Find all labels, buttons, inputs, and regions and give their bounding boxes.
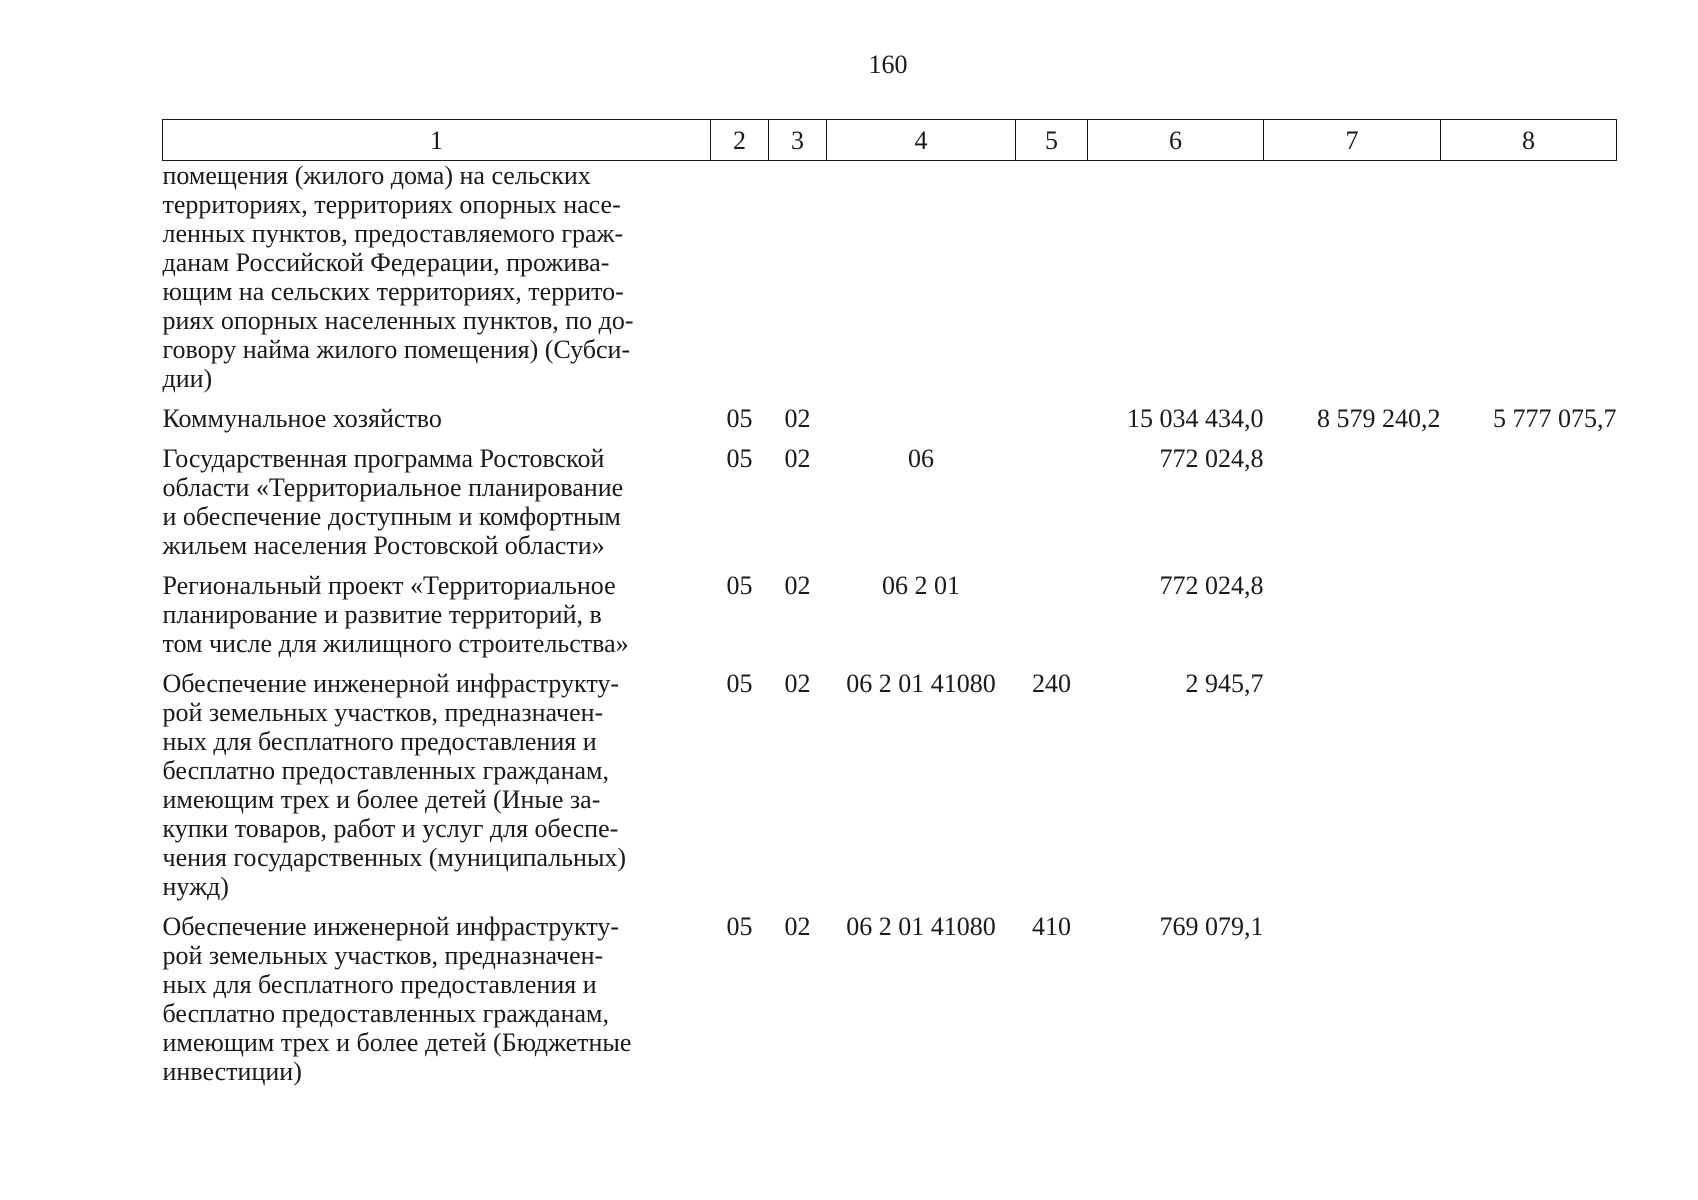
amount-col-6: 15 034 434,0: [1127, 404, 1264, 433]
column-header: 6: [1088, 120, 1264, 161]
amount-col-6: 772 024,8: [1159, 571, 1264, 600]
section-code: [711, 161, 769, 405]
amount-col-8: [1441, 571, 1617, 669]
table-row: [163, 912, 1617, 1086]
section-code: 05: [726, 912, 753, 941]
table-row: [163, 161, 1617, 405]
table-row: [163, 571, 1617, 669]
row-description: [163, 669, 711, 912]
target-article-code: 06 2 01 41080: [846, 669, 996, 698]
description-line: ных для бесплатного предоставления и: [162, 727, 597, 756]
amount-col-6: 2 945,7: [1185, 669, 1264, 698]
description-line: Обеспечение инженерной инфраструкту-: [162, 912, 620, 941]
row-description: [163, 404, 711, 444]
amount-col-8: [1441, 669, 1617, 912]
description-line: дии): [162, 364, 213, 393]
description-line: бесплатно предоставленных гражданам,: [162, 999, 609, 1028]
subsection-code: 02: [784, 404, 811, 433]
description-line: бесплатно предоставленных гражданам,: [162, 756, 609, 785]
subsection-code: 02: [784, 571, 811, 600]
amount-col-8: [1441, 912, 1617, 1086]
table-row: [163, 404, 1617, 444]
description-line: рой земельных участков, предназначен-: [162, 698, 604, 727]
target-article-code: 06: [908, 444, 934, 473]
description-line: имеющим трех и более детей (Иные за-: [162, 785, 601, 814]
description-line: чения государственных (муниципальных): [162, 843, 627, 872]
expense-type-code: [1016, 571, 1088, 669]
subsection-code: [769, 161, 827, 405]
amount-col-7: [1264, 444, 1441, 571]
description-line: рой земельных участков, предназначен-: [162, 941, 604, 970]
subsection-code: 02: [784, 444, 811, 473]
description-line: имеющим трех и более детей (Бюджетные: [162, 1028, 632, 1057]
page-number: 160: [868, 50, 908, 79]
target-article-code: 06 2 01: [882, 571, 960, 600]
column-header: 2: [711, 120, 769, 161]
amount-col-6: 772 024,8: [1159, 444, 1264, 473]
column-header: 8: [1441, 120, 1617, 161]
expense-type-code: 410: [1032, 912, 1071, 941]
row-description: [163, 444, 711, 571]
subsection-code: 02: [784, 912, 811, 941]
row-description: [163, 161, 711, 405]
description-line: Коммунальное хозяйство: [162, 404, 442, 433]
description-line: помещения (жилого дома) на сельских: [162, 161, 591, 190]
amount-col-7: 8 579 240,2: [1317, 404, 1441, 433]
amount-col-7: [1264, 669, 1441, 912]
description-line: том числе для жилищного строительства»: [162, 629, 629, 658]
section-code: 05: [726, 404, 753, 433]
column-header: 7: [1264, 120, 1441, 161]
target-article-code: [827, 404, 1016, 444]
table-header-row: [163, 120, 1617, 161]
amount-col-8: 5 777 075,7: [1493, 404, 1617, 433]
description-line: риях опорных населенных пунктов, по до-: [162, 306, 634, 335]
amount-col-7: [1264, 571, 1441, 669]
description-line: Государственная программа Ростовской: [162, 444, 605, 473]
amount-col-7: [1264, 161, 1441, 405]
budget-table: [162, 119, 1617, 1086]
target-article-code: [827, 161, 1016, 405]
column-header: 3: [769, 120, 827, 161]
row-description: [163, 571, 711, 669]
description-line: области «Территориальное планирование: [162, 473, 624, 502]
section-code: 05: [726, 669, 753, 698]
column-header: 5: [1016, 120, 1088, 161]
description-line: инвестиции): [162, 1057, 302, 1086]
description-line: нужд): [162, 872, 229, 901]
description-line: ных для бесплатного предоставления и: [162, 970, 597, 999]
expense-type-code: [1016, 444, 1088, 571]
description-line: планирование и развитие территорий, в: [162, 600, 602, 629]
amount-col-8: [1441, 444, 1617, 571]
amount-col-6: [1088, 161, 1264, 405]
expense-type-code: [1016, 404, 1088, 444]
expense-type-code: [1016, 161, 1088, 405]
description-line: и обеспечение доступным и комфортным: [162, 502, 621, 531]
section-code: 05: [726, 444, 753, 473]
subsection-code: 02: [784, 669, 811, 698]
row-description: [163, 912, 711, 1086]
description-line: Региональный проект «Территориальное: [162, 571, 616, 600]
description-line: ленных пунктов, предоставляемого граж-: [162, 219, 624, 248]
table-row: [163, 444, 1617, 571]
description-line: говору найма жилого помещения) (Субси-: [162, 335, 631, 364]
amount-col-6: 769 079,1: [1159, 912, 1264, 941]
expense-type-code: 240: [1032, 669, 1071, 698]
amount-col-8: [1441, 161, 1617, 405]
description-line: Обеспечение инженерной инфраструкту-: [162, 669, 620, 698]
description-line: жильем населения Ростовской области»: [162, 531, 605, 560]
description-line: ющим на сельских территориях, террито-: [162, 277, 624, 306]
column-header: 1: [163, 120, 711, 161]
section-code: 05: [726, 571, 753, 600]
amount-col-7: [1264, 912, 1441, 1086]
description-line: данам Российской Федерации, прожива-: [162, 248, 610, 277]
description-line: территориях, территориях опорных насе-: [162, 190, 621, 219]
column-header: 4: [827, 120, 1016, 161]
table-row: [163, 669, 1617, 912]
target-article-code: 06 2 01 41080: [846, 912, 996, 941]
description-line: купки товаров, работ и услуг для обеспе-: [162, 814, 619, 843]
